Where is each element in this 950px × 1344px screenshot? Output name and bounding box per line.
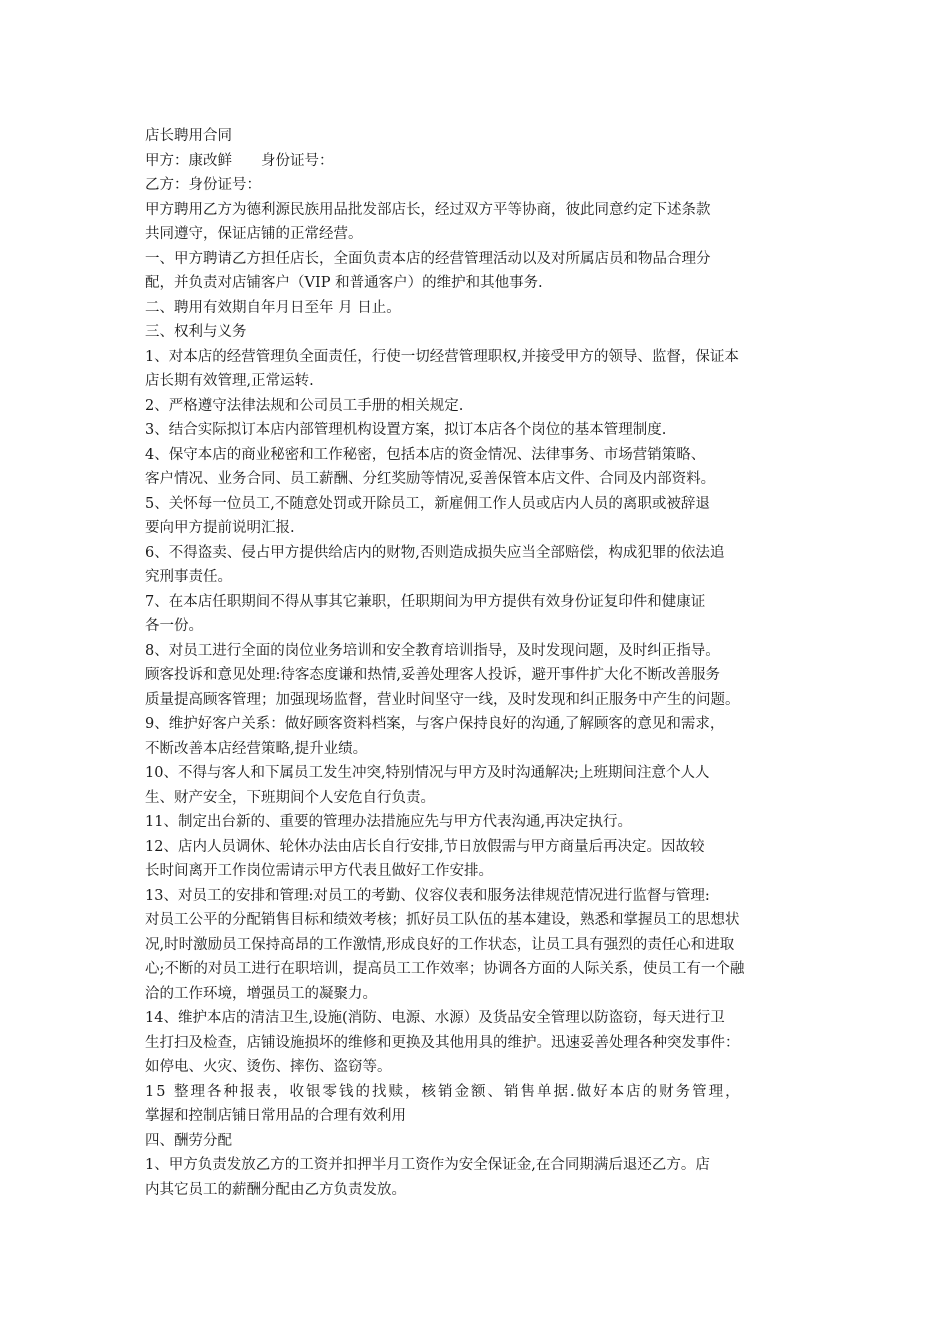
section-heading: 三、权利与义务: [145, 324, 247, 340]
pay-item-line: 1、甲方负责发放乙方的工资并扣押半月工资作为安全保证金,在合同期满后退还乙方。店: [145, 1157, 710, 1173]
duty-item-line: 客户情况、业务合同、员工薪酬、分红奖励等情况,妥善保管本店文件、合同及内部资料。: [145, 471, 716, 487]
duty-item-line: 15 整理各种报表，收银零钱的找赎，核销金额、销售单据.做好本店的财务管理，: [145, 1083, 742, 1100]
duty-item-line: 12、店内人员调休、轮休办法由店长自行安排,节日放假需与甲方商量后再决定。因故较: [145, 838, 705, 855]
duty-item-line: 质量提高顾客管理；加强现场监督，营业时间坚守一线，及时发现和纠正服务中产生的问题。: [145, 691, 740, 708]
duty-item-line: 10、不得与客人和下属员工发生冲突,特别情况与甲方及时沟通解决;上班期间注意个人人: [145, 765, 710, 781]
duty-item-line: 长时间离开工作岗位需请示甲方代表且做好工作安排。: [145, 863, 493, 879]
party-b-line: 乙方：身份证号：: [145, 177, 261, 193]
duty-item-line: 14、维护本店的清洁卫生,设施(消防、电源、水源）及货品安全管理以防盗窃，每天进行卫: [145, 1010, 725, 1026]
duty-item-line: 生、财产安全，下班期间个人安危自行负责。: [145, 789, 435, 806]
duty-item-line: 究刑事责任。: [145, 569, 232, 585]
duty-item-line: 2、严格遵守法律法规和公司员工手册的相关规定.: [145, 397, 464, 414]
duty-item-line: 11、制定出台新的、重要的管理办法措施应先与甲方代表沟通,再决定执行。: [145, 814, 633, 830]
party-a-line: 甲方：康改鲜 身份证号：: [145, 152, 334, 169]
duty-item-line: 洽的工作环境，增强员工的凝聚力。: [145, 985, 377, 1002]
clause-1-line: 一、甲方聘请乙方担任店长，全面负责本店的经营管理活动以及对所属店员和物品合理分: [145, 250, 711, 267]
duty-item-line: 9、维护好客户关系：做好顾客资料档案，与客户保持良好的沟通,了解顾客的意见和需求，: [145, 716, 725, 732]
section-heading: 四、酬劳分配: [145, 1132, 232, 1149]
duty-item-line: 13、对员工的安排和管理:对员工的考勤、仪容仪表和服务法律规范情况进行监督与管理:: [145, 887, 710, 904]
duty-item-line: 心;不断的对员工进行在职培训，提高员工工作效率；协调各方面的人际关系，使员工有一个融: [145, 961, 745, 977]
duty-item-line: 如停电、火灾、烫伤、摔伤、盗窃等。: [145, 1059, 392, 1075]
clause-2-line: 二、聘用有效期自年月日至年 月 日止。: [145, 299, 401, 316]
duty-item-line: 7、在本店任职期间不得从事其它兼职，任职期间为甲方提供有效身份证复印件和健康证: [145, 593, 706, 610]
clause-1-line: 配，并负责对店铺客户（VIP 和普通客户）的维护和其他事务.: [145, 275, 543, 291]
duty-item-line: 生打扫及检查，店铺设施损坏的维修和更换及其他用具的维护。迅速妥善处理各种突发事件：: [145, 1034, 740, 1051]
duty-item-line: 5、关怀每一位员工,不随意处罚或开除员工，新雇佣工作人员或店内人员的离职或被辞退: [145, 495, 710, 512]
duty-item-line: 店长期有效管理,正常运转.: [145, 373, 314, 389]
duty-item-line: 不断改善本店经营策略,提升业绩。: [145, 740, 368, 757]
document-title: 店长聘用合同: [145, 128, 232, 144]
duty-item-line: 况,时时激励员工保持高昂的工作激情,形成良好的工作状态，让员工具有强烈的责任心和进取: [145, 936, 735, 953]
duty-item-line: 顾客投诉和意见处理:待客态度谦和热情,妥善处理客人投诉，避开事件扩大化不断改善服务: [145, 667, 720, 683]
preamble-line: 共同遵守，保证店铺的正常经营。: [145, 226, 363, 242]
duty-item-line: 6、不得盗卖、侵占甲方提供给店内的财物,否则造成损失应当全部赔偿，构成犯罪的依法追: [145, 544, 725, 561]
duty-item-line: 1、对本店的经营管理负全面责任，行使一切经营管理职权,并接受甲方的领导、监督，保证本: [145, 348, 739, 365]
duty-item-line: 对员工公平的分配销售目标和绩效考核；抓好员工队伍的基本建设，熟悉和掌握员工的思想状: [145, 912, 740, 928]
duty-item-line: 8、对员工进行全面的岗位业务培训和安全教育培训指导，及时发现问题，及时纠正指导。: [145, 642, 720, 659]
duty-item-line: 要向甲方提前说明汇报.: [145, 520, 295, 536]
duty-item-line: 3、结合实际拟订本店内部管理机构设置方案，拟订本店各个岗位的基本管理制度.: [145, 422, 667, 438]
pay-item-line: 内其它员工的薪酬分配由乙方负责发放。: [145, 1181, 406, 1198]
duty-item-line: 掌握和控制店铺日常用品的合理有效利用: [145, 1108, 406, 1124]
duty-item-line: 4、保守本店的商业秘密和工作秘密，包括本店的资金情况、法律事务、市场营销策略、: [145, 446, 706, 463]
duty-item-line: 各一份。: [145, 618, 203, 634]
preamble-line: 甲方聘用乙方为德利源民族用品批发部店长，经过双方平等协商，彼此同意约定下述条款: [145, 201, 711, 218]
contract-document: [145, 124, 815, 1202]
